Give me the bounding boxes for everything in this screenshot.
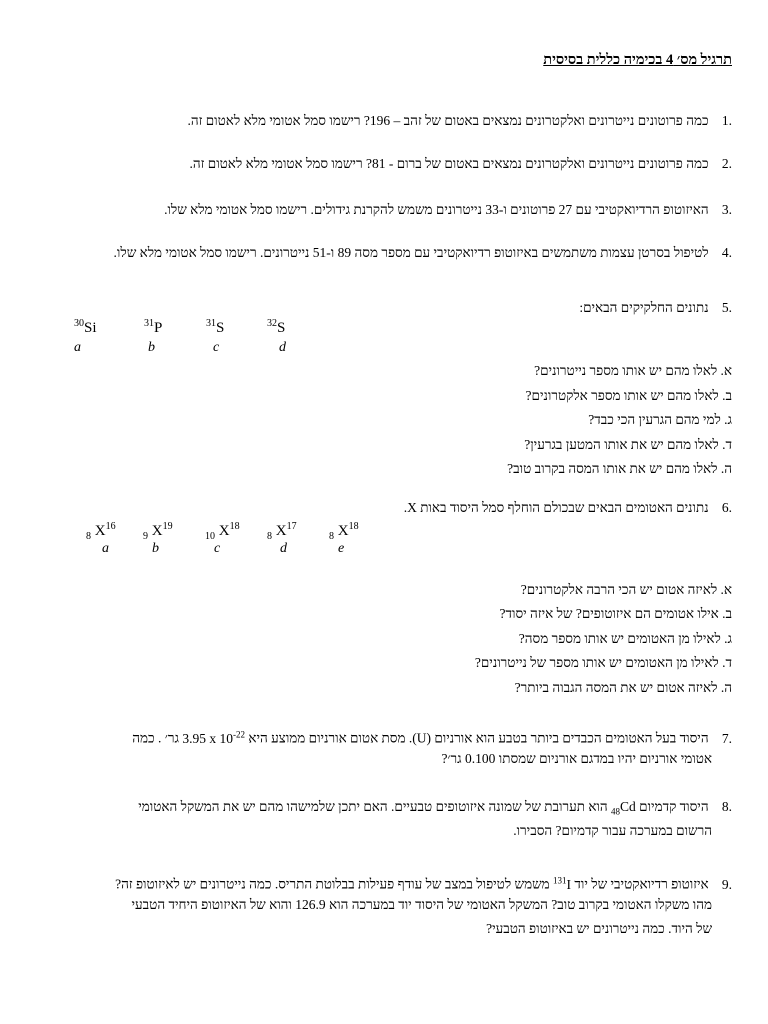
q5-item-d: ד. לאלו מהם יש את אותו המטען בגרעין? xyxy=(524,437,732,452)
question-5 xyxy=(36,299,732,317)
q6-item-c: ג. לאילו מן האטומים יש אותו מספר מסה? xyxy=(518,631,732,646)
question-text: נתונים האטומים הבאים שבכולם הוחלף סמל היסוד באות X. xyxy=(403,500,709,515)
particle-a: $^{30}$Si xyxy=(74,318,97,336)
q5-item-a: א. לאלו מהם יש אותו מספר נייטרונים? xyxy=(534,363,732,378)
question-1 xyxy=(36,112,732,130)
atom-label-a: a xyxy=(102,541,109,556)
atom-a: $_8$ $X^{16}$ xyxy=(86,521,116,542)
question-number: 3. xyxy=(721,202,732,217)
question-number: 6. xyxy=(721,500,732,515)
question-text: כמה פרוטונים נייטרונים ואלקטרונים נמצאים באטום של זהב – 196? רישמו סמל אטומי מלא לאטום זה. xyxy=(187,113,709,128)
question-number: 1. xyxy=(721,113,732,128)
question-8-line-2: הרשום במערכה עבור קדמיום? הסבירו. xyxy=(513,823,712,838)
q6-item-d: ד. לאילו מן האטומים יש אותו מספר של נייטרונים? xyxy=(474,655,732,670)
q5-item-c: ג. למי מהם הגרעין הכי כבד? xyxy=(588,412,732,427)
question-text: נתונים החלקיקים הבאים: xyxy=(579,300,709,315)
atom-label-b: b xyxy=(152,541,159,556)
q6-item-b: ב. אילו אטומים הם איזוטופים? של איזה יסוד? xyxy=(499,606,732,621)
question-8: 8. היסוד קדמיום $_{48}$Cd הוא תערובת של שמונה איזוטופים טבעיים. האם יתכן שלמישהו מהם יש את המשקל האטומי xyxy=(138,799,732,817)
atom-b: $_9$ $X^{19}$ xyxy=(143,521,173,542)
particle-d: $^{32}$S xyxy=(267,318,286,336)
question-9: 9. איזוטופ רדיואקטיבי של יוד $^{131}$I משמש לטיפול במצב של עודף פעילות בבלוטת התריס. כמה נייטרונים יש לאיזוטופ זה? xyxy=(115,875,732,892)
question-2 xyxy=(36,155,732,173)
particle-c: $^{31}$S xyxy=(206,318,225,336)
question-9-line-3: של היוד. כמה נייטרונים יש באיזוטופ הטבעי? xyxy=(486,921,712,936)
question-text: האיזוטופ הרדיואקטיבי עם 27 פרוטונים ו-33 נייטרונים משמש להקרנת גידולים. רישמו סמל אטומי מלא שלו. xyxy=(164,202,709,217)
question-number: 4. xyxy=(721,245,732,260)
question-6 xyxy=(36,499,732,517)
atom-d: $_8$ $X^{17}$ xyxy=(267,521,297,542)
question-7: 7. היסוד בעל האטומים הכבדים ביותר בטבע הוא אורניום (U). מסת אטום אורניום ממוצע היא 3.95 x $10^{-22}$ גר׳ . כמה xyxy=(132,729,732,746)
q5-item-b: ב. לאלו מהם יש אותו מספר אלקטרונים? xyxy=(525,388,732,403)
q5-item-e: ה. לאלו מהם יש את אותו המסה בקרוב טוב? xyxy=(507,461,732,476)
question-text: כמה פרוטונים נייטרונים ואלקטרונים נמצאים באטום של ברום - 81? רישמו סמל אטומי מלא לאטום זה. xyxy=(189,156,709,171)
question-number: 7. xyxy=(721,730,732,746)
particle-label-a: a xyxy=(74,340,81,355)
q6-item-e: ה. לאיזה אטום יש את המסה הגבוה ביותר? xyxy=(514,680,732,695)
question-3 xyxy=(36,201,732,219)
uranium-mass-value: 3.95 x $10^{-22}$ xyxy=(182,729,245,746)
atom-c: $_{10}$ $X^{18}$ xyxy=(205,521,240,542)
atom-e: $_8$ $X^{18}$ xyxy=(329,521,359,542)
particle-b: $^{31}$P xyxy=(144,318,163,336)
particle-label-b: b xyxy=(148,340,155,355)
iodine-isotope-symbol: $^{131}$I xyxy=(553,875,572,892)
q6-item-a: א. לאיזה אטום יש הכי הרבה אלקטרונים? xyxy=(520,582,732,597)
question-4 xyxy=(36,244,732,262)
question-9-line-2: מהו משקלו האטומי בקרוב טוב? המשקל האטומי של היסוד יוד במערכה הוא 126.9 והוא של האיזוטופ היחיד הטבעי xyxy=(131,897,712,912)
particle-label-c: c xyxy=(213,340,220,355)
question-number: 9. xyxy=(721,876,732,892)
question-number: 2. xyxy=(721,156,732,171)
page-title: תרגיל מס׳ 4 בכימיה כללית בסיסית xyxy=(543,52,732,68)
particle-label-d: d xyxy=(279,340,286,355)
question-number: 8. xyxy=(721,799,732,814)
question-text: לטיפול בסרטן עצמות משתמשים באיזוטופ רדיואקטיבי עם מספר מסה 89 ו-51 נייטרונים. רישמו סמל אטומי מלא שלו. xyxy=(113,245,709,260)
atom-label-c: c xyxy=(214,541,221,556)
question-7-line-2: אטומי אורניום יהיו במדגם אורניום שמסתו 0.100 גר׳? xyxy=(441,751,712,766)
atom-label-e: e xyxy=(338,541,345,556)
cadmium-symbol: $_{48}$Cd xyxy=(611,799,636,817)
atom-label-d: d xyxy=(280,541,287,556)
question-number: 5. xyxy=(721,300,732,315)
